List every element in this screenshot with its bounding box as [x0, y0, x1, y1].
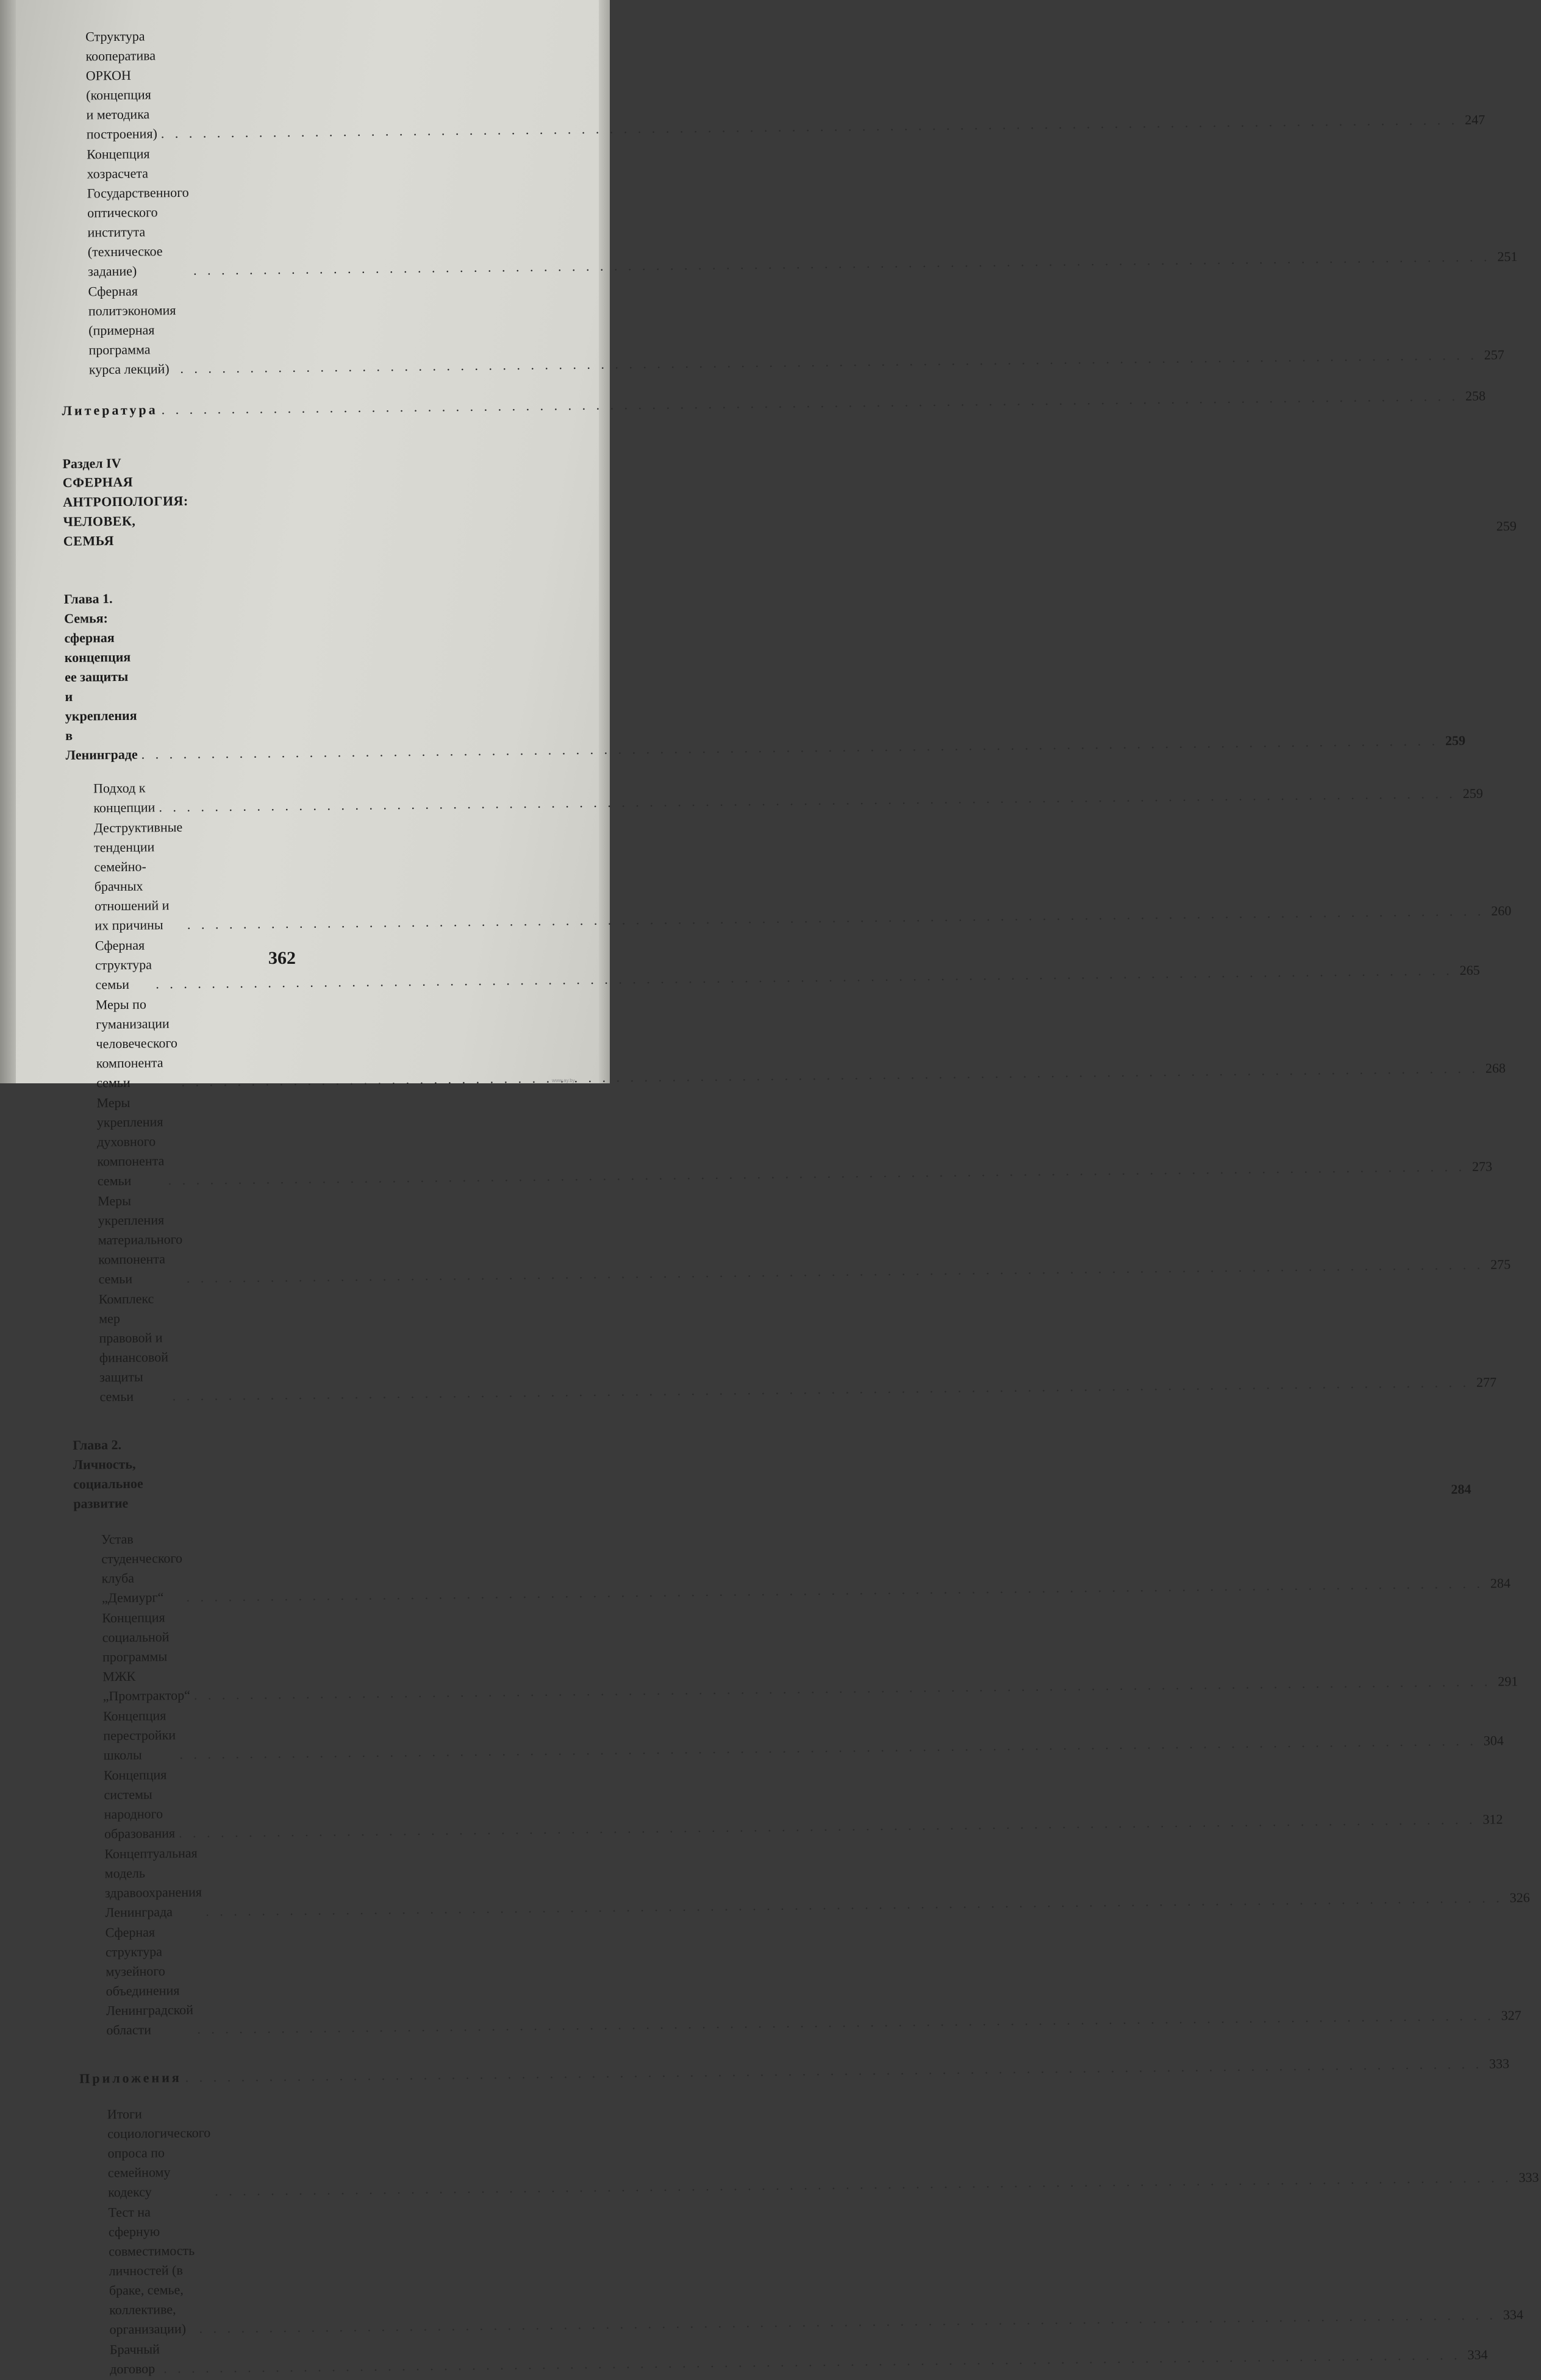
- watermark: www.ay.by: [552, 1078, 575, 1083]
- toc-entry-page: 251: [1497, 248, 1518, 265]
- toc-entry-page: 284: [1490, 1575, 1511, 1591]
- toc-leader-dots: [157, 110, 1462, 143]
- section-title: [62, 468, 1517, 551]
- toc-entry: [77, 1839, 1530, 1923]
- section-label: Раздел IV: [62, 455, 121, 471]
- toc-entry: [68, 931, 1480, 995]
- toc-entry-page: 247: [1465, 112, 1486, 127]
- toc-entry-title: Литература: [62, 402, 158, 418]
- toc-entry: [82, 2335, 1488, 2379]
- toc-entry: [71, 1284, 1497, 1407]
- toc-entry-page: 284: [1451, 1481, 1471, 1497]
- toc-leader-dots: [211, 2168, 1516, 2201]
- toc-chapter: [73, 1430, 1471, 1514]
- toc-leader-dots: [190, 247, 1495, 280]
- toc-entry-page: 327: [1501, 2008, 1521, 2023]
- toc-leader-dots: [168, 1373, 1473, 1406]
- page-left-shadow: [0, 0, 16, 1083]
- toc-entry-title: Устав студенческого клуба „Демиург“: [101, 1531, 183, 1606]
- toc-entry-title: Меры укрепления материального компонента семьи: [98, 1192, 183, 1287]
- toc-leader-dots: [193, 2006, 1498, 2039]
- toc-entry-page: 275: [1490, 1256, 1511, 1272]
- toc-entry: [66, 813, 1512, 936]
- toc-entry: [74, 1603, 1518, 1706]
- toc-entry: [76, 1701, 1504, 1765]
- toc-leader-dots: [195, 2305, 1500, 2338]
- toc-entry: [60, 277, 1504, 380]
- toc-entry-title: Концепция системы народного образования: [103, 1767, 176, 1842]
- toc-entry-title: Сферная структура музейного объединения Ленинградской области: [105, 1924, 194, 2038]
- toc-entry-title: Подход к концепции: [93, 780, 156, 816]
- toc-entry: [66, 774, 1483, 818]
- toc-entry-title: Концепция социальной программы МЖК „Промтрактор“: [102, 1609, 191, 1704]
- toc-entry: [80, 2100, 1539, 2203]
- toc-entry: [80, 2198, 1524, 2340]
- toc-entry-page: 259: [1462, 785, 1483, 801]
- toc-entry: [78, 1918, 1521, 2040]
- toc-entry-page: 334: [1503, 2307, 1524, 2323]
- toc-entry-title: Структура кооператива ОРКОН (концепция и методика построения): [85, 28, 157, 142]
- toc-entry-page: 333: [1518, 2169, 1539, 2186]
- toc-chapter-title: Глава 2. Личность, социальное развитие: [73, 1437, 143, 1511]
- toc-leader-dots: [175, 1810, 1480, 1843]
- toc-entry-title: Тест на сферную совместимость личностей (в браке, семье, коллективе, организации): [108, 2204, 195, 2337]
- toc-entry-title: Приложения: [79, 2070, 182, 2086]
- toc-entry-page: 265: [1459, 962, 1480, 978]
- toc-leader-dots: [183, 1255, 1488, 1288]
- toc-entry-title: Меры по гуманизации человеческого компонента семьи: [95, 996, 178, 1091]
- toc-entry-page: 304: [1483, 1733, 1504, 1748]
- toc-entry-title: Концепция перестройки школы: [102, 1708, 176, 1763]
- toc-entry: [70, 1186, 1511, 1289]
- toc-leader-dots: [184, 902, 1489, 935]
- toc-leader-dots: [176, 346, 1481, 379]
- toc-entry-title: Меры укрепления духовного компонента семьи: [96, 1094, 165, 1189]
- toc-entry-page: 268: [1485, 1060, 1506, 1076]
- toc-entry-page: 259: [1445, 732, 1466, 749]
- toc-entry-title: Итоги социологического опроса по семейному кодексу: [107, 2106, 211, 2200]
- toc-entry-page: 333: [1489, 2056, 1510, 2072]
- toc-entry-page: 257: [1484, 347, 1504, 363]
- toc-entry-title: Концептуальная модель здравоохранения Ленинграда: [104, 1845, 202, 1920]
- toc-entry-page: 273: [1471, 1158, 1493, 1174]
- toc-leader-dots: [137, 731, 1442, 764]
- toc-entry-page: 260: [1491, 903, 1512, 919]
- toc-entry-title: Сферная политэкономия (примерная программа курса лекций): [88, 283, 176, 377]
- toc-entry: [59, 140, 1518, 282]
- toc-entry-title: Концепция хозрасчета Государственного оптического института (техническое задание): [87, 146, 189, 279]
- toc-chapter-title: Глава 1. Семья: сферная концепция ее защиты и укрепления в Ленинграде: [63, 591, 138, 763]
- toc-leader-dots: [177, 1059, 1482, 1092]
- toc-entry: [68, 990, 1506, 1093]
- toc-entry-title: Сферная структура семьи: [95, 937, 152, 992]
- toc-entry-title: Комплекс мер правовой и финансовой защиты семьи: [98, 1291, 169, 1405]
- toc-entry: [74, 1525, 1511, 1608]
- page-number: 362: [268, 948, 296, 968]
- toc-entry-page: 334: [1467, 2346, 1488, 2363]
- toc-entry-title: Деструктивные тенденции семейно-брачных отношений и их причины: [93, 819, 183, 933]
- toc-entry-page: 291: [1498, 1673, 1518, 1689]
- toc-entry-title: Брачный договор: [109, 2341, 160, 2377]
- toc-leader-dots: [182, 1574, 1487, 1607]
- toc-leader-dots: [202, 1888, 1507, 1921]
- toc-leader-dots: [152, 961, 1457, 994]
- toc-chapter: [63, 584, 1466, 765]
- toc-entry: [58, 22, 1486, 144]
- toc-entry: [69, 1088, 1493, 1191]
- toc-leader-dots: [164, 1157, 1469, 1190]
- toc-entry-page: 312: [1482, 1811, 1503, 1827]
- toc-leader-dots: [155, 784, 1460, 817]
- toc-entry: [76, 1761, 1503, 1844]
- toc-leader-dots: [176, 1731, 1481, 1764]
- toc-entry-page: 277: [1476, 1374, 1497, 1390]
- toc-entry-page: 258: [1465, 388, 1486, 404]
- toc-leader-dots: [160, 2345, 1465, 2378]
- toc-entry-title: СФЕРНАЯ АНТРОПОЛОГИЯ: ЧЕЛОВЕК, СЕМЬЯ: [62, 474, 188, 549]
- toc-entry-page: 259: [1496, 518, 1517, 534]
- table-of-contents: [58, 22, 1539, 2379]
- toc-entry-page: 326: [1509, 1889, 1530, 1906]
- toc-leader-dots: [190, 1672, 1495, 1705]
